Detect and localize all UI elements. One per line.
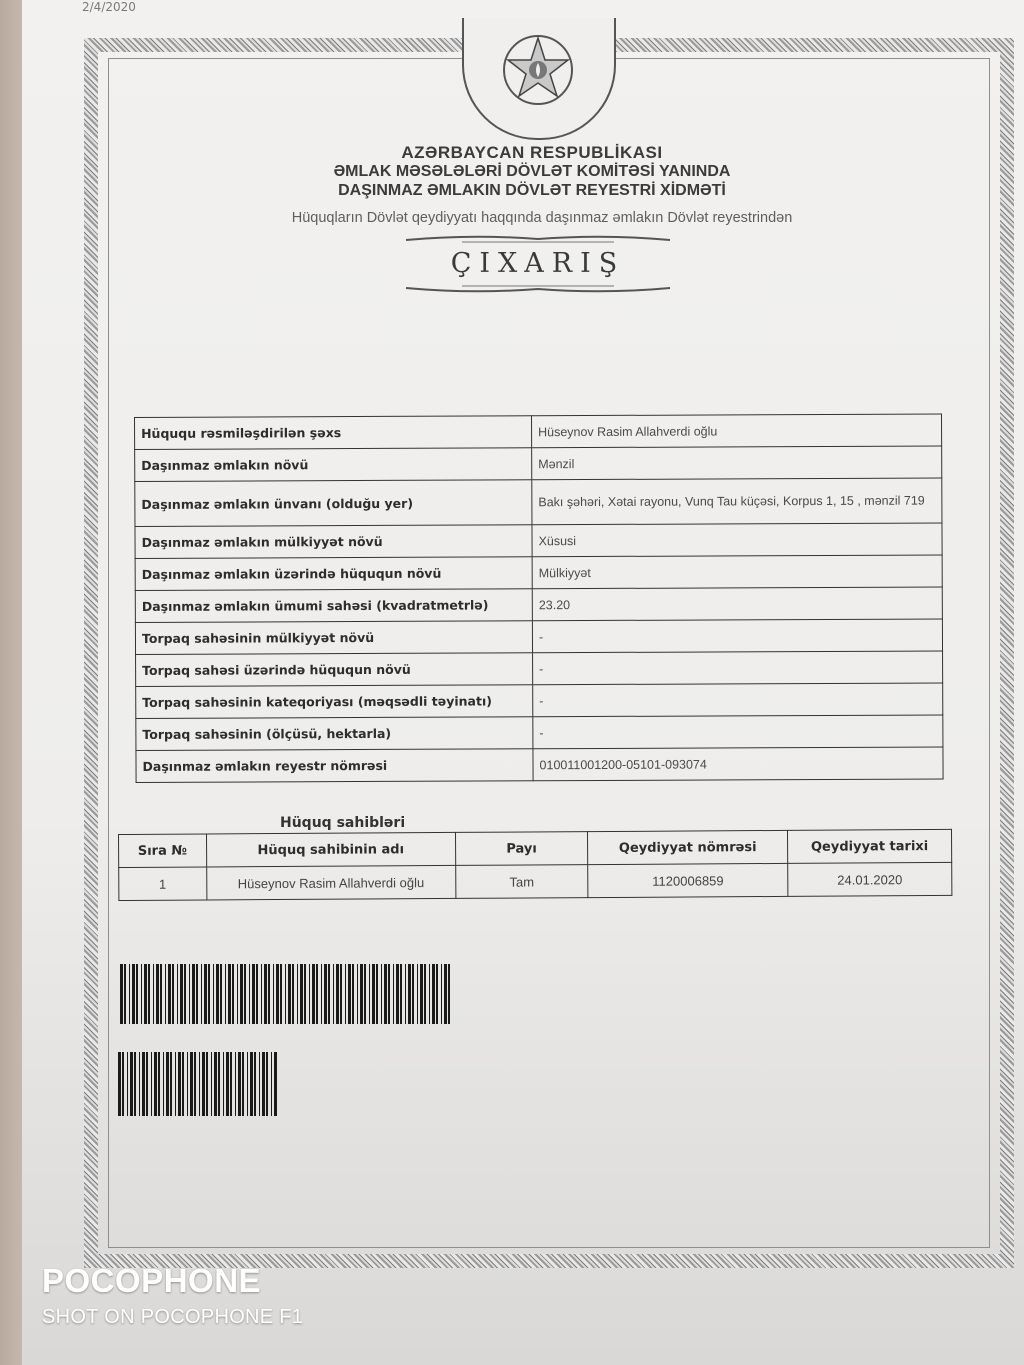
owners-title: Hüquq sahibləri: [280, 815, 406, 831]
owners-column-header: Qeydiyyat tarixi: [788, 829, 952, 863]
info-row: [136, 747, 943, 783]
property-info-table: [134, 413, 944, 783]
info-value: -: [533, 715, 943, 749]
owners-cell: Hüseynov Rasim Allahverdi oğlu: [206, 865, 455, 900]
info-label: Hüququ rəsmiləşdirilən şəxs: [135, 416, 532, 450]
info-row: [136, 683, 943, 719]
owners-column-header: Sıra №: [119, 834, 207, 868]
header-committee: ƏMLAK MƏSƏLƏLƏRİ DÖVLƏT KOMİTƏSİ YANINDA: [333, 163, 731, 180]
owners-cell: 1120006859: [588, 863, 788, 897]
owners-cell: Tam: [455, 865, 588, 899]
info-label: Daşınmaz əmlakın ümumi sahəsi (kvadratmetrlə): [135, 589, 532, 623]
info-value: 23.20: [532, 587, 942, 621]
info-row: [135, 587, 942, 623]
info-value: -: [533, 651, 943, 685]
document-subtitle: Hüquqların Dövlət qeydiyyatı haqqında daşınmaz əmlakın Dövlət reyestrindən: [291, 210, 793, 226]
info-value: Bakı şəhəri, Xətai rayonu, Vunq Tau küçəsi, Korpus 1, 15 , mənzil 719: [532, 478, 942, 525]
info-label: Torpaq sahəsinin mülkiyyət növü: [135, 621, 532, 655]
info-label: Daşınmaz əmlakın növü: [135, 448, 532, 482]
owners-column-header: Qeydiyyat nömrəsi: [588, 830, 788, 864]
info-value: Xüsusi: [532, 523, 942, 557]
print-date: 2/4/2020: [82, 0, 136, 14]
info-label: Daşınmaz əmlakın ünvanı (olduğu yer): [135, 480, 532, 527]
info-value: Hüseynov Rasim Allahverdi oğlu: [531, 414, 941, 448]
info-label: Daşınmaz əmlakın reyestr nömrəsi: [136, 749, 533, 783]
info-label: Torpaq sahəsi üzərində hüququn növü: [136, 653, 533, 687]
info-row: [135, 478, 942, 527]
camera-watermark-brand: POCOPHONE: [42, 1262, 262, 1299]
document-title: ÇIXARIŞ: [450, 248, 626, 279]
owners-cell: 24.01.2020: [788, 862, 952, 896]
owners-cell: 1: [119, 867, 207, 901]
info-value: -: [533, 683, 943, 717]
owners-column-header: Hüquq sahibinin adı: [206, 832, 455, 867]
document-page: [22, 0, 1024, 1365]
header-service: DAŞINMAZ ƏMLAKIN DÖVLƏT REYESTRİ XİDMƏTİ: [338, 182, 726, 199]
ornament-bottom-icon: [402, 284, 674, 294]
info-value: 010011001200-05101-093074: [533, 747, 943, 781]
info-label: Torpaq sahəsinin kateqoriyası (məqsədli təyinatı): [136, 685, 533, 719]
info-value: -: [532, 619, 942, 653]
camera-watermark-sub: SHOT ON POCOPHONE F1: [42, 1306, 304, 1328]
owners-column-header: Payı: [455, 832, 588, 866]
barcode-1-icon: [120, 964, 450, 1024]
info-row: [135, 414, 942, 450]
info-row: [135, 446, 942, 482]
info-row: [135, 619, 942, 655]
title-block: [402, 234, 674, 294]
info-row: [135, 555, 942, 591]
header-country: AZƏRBAYCAN RESPUBLİKASI: [401, 143, 663, 162]
info-value: Mülkiyyət: [532, 555, 942, 589]
state-emblem-icon: [498, 30, 578, 110]
info-row: [136, 651, 943, 687]
barcode-2-icon: [118, 1052, 278, 1116]
ornament-top-icon: [402, 234, 674, 244]
info-label: Torpaq sahəsinin (ölçüsü, hektarla): [136, 717, 533, 751]
info-row: [136, 715, 943, 751]
info-label: Daşınmaz əmlakın mülkiyyət növü: [135, 525, 532, 559]
owners-row: [119, 862, 952, 900]
owners-table: [118, 829, 952, 901]
info-value: Mənzil: [532, 446, 942, 480]
info-row: [135, 523, 942, 559]
info-label: Daşınmaz əmlakın üzərində hüququn növü: [135, 557, 532, 591]
